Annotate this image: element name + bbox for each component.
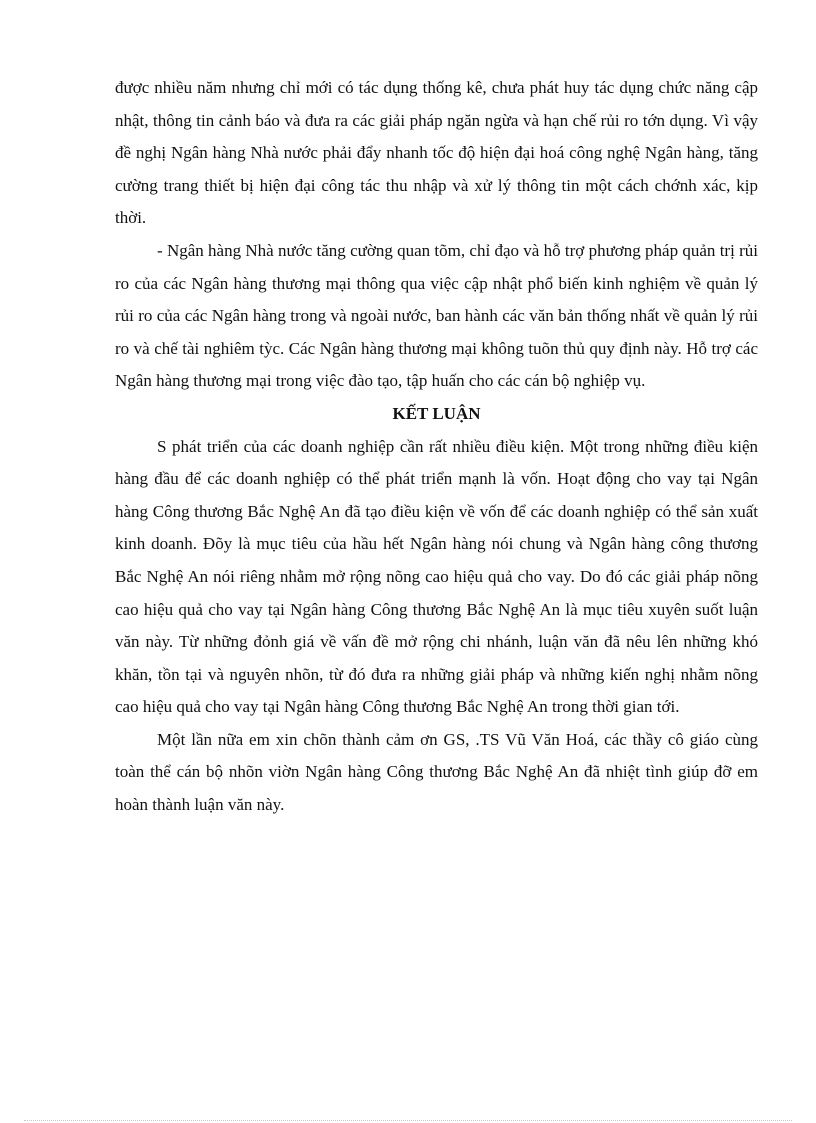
section-heading-conclusion: KẾT LUẬN bbox=[392, 403, 481, 423]
paragraph-continued: được nhiều năm nhưng chỉ mới có tác dụng thống kê, chưa phát huy tác dụng chức năng cập nhật, thông tin cảnh báo và đưa ra các giải pháp ngăn ngừa và hạn chế rủi ro tớn dụng. Vì vậy đề nghị Ngân hàng Nhà nước phải đẩy nhanh tốc độ hiện đại hoá công nghệ Ngân hàng, tăng cường trang thiết bị hiện đại công tác thu nhập và xử lý thông tin một cách chớnh xác, kịp thời. bbox=[115, 78, 758, 228]
document-page bbox=[115, 72, 758, 822]
paragraph-conclusion: S phát triển của các doanh nghiệp cần rất nhiều điều kiện. Một trong những điều kiện hàng đầu để các doanh nghiệp có thể phát triển mạnh là vốn. Hoạt động cho vay tại Ngân hàng Công thương Bắc Nghệ An đã tạo điều kiện về vốn để các doanh nghiệp có thể sản xuất kinh doanh. Đõy là mục tiêu của hầu hết Ngân hàng nói chung và Ngân hàng công thương Bắc Nghệ An nói riêng nhằm mở rộng nõng cao hiệu quả cho vay. Do đó các giải pháp nõng cao hiệu quả cho vay tại Ngân hàng Công thương Bắc Nghệ An là mục tiêu xuyên suốt luận văn này. Từ những đỏnh giá về vấn đề mở rộng chi nhánh, luận văn đã nêu lên những khó khăn, tồn tại và nguyên nhõn, từ đó đưa ra những giải pháp và những kiến nghị nhằm nõng cao hiệu quả cho vay tại Ngân hàng Công thương Bắc Nghệ An trong thời gian tới. bbox=[115, 436, 758, 717]
page-bottom-divider bbox=[24, 1120, 792, 1121]
paragraph-recommendation: - Ngân hàng Nhà nước tăng cường quan tõm, chỉ đạo và hỗ trợ phương pháp quản trị rủi ro của các Ngân hàng thương mại thông qua việc cập nhật phổ biến kinh nghiệm về quản lý rủi ro của các Ngân hàng trong và ngoài nước, ban hành các văn bản thống nhất về quản lý rủi ro và chế tài nghiêm tỳc. Các Ngân hàng thương mại không tuõn thủ quy định này. Hỗ trợ các Ngân hàng thương mại trong việc đào tạo, tập huấn cho các cán bộ nghiệp vụ. bbox=[115, 240, 758, 391]
paragraph-acknowledgement: Một lần nữa em xin chõn thành cảm ơn GS, .TS Vũ Văn Hoá, các thầy cô giáo cùng toàn thể cán bộ nhõn viờn Ngân hàng Công thương Bắc Nghệ An đã nhiệt tình giúp đỡ em hoàn thành luận văn này. bbox=[115, 729, 758, 815]
